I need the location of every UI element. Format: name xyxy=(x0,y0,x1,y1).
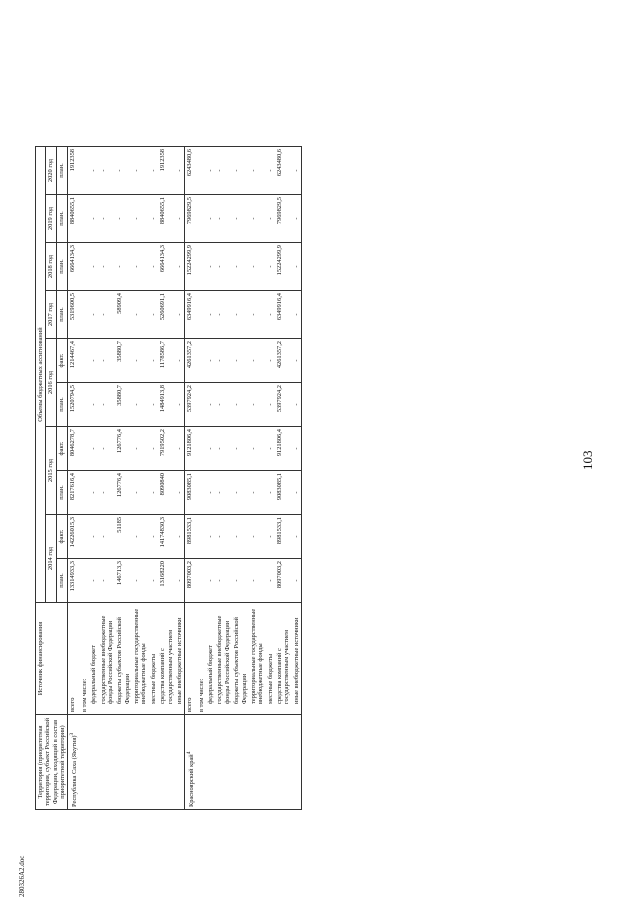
value-cell: - xyxy=(232,147,249,195)
value-cell: - xyxy=(175,195,185,243)
value-cell: 5397924,2 xyxy=(275,383,292,427)
value-cell: - xyxy=(249,339,266,383)
value-cell: - xyxy=(266,515,275,559)
value-cell: - xyxy=(292,291,302,339)
value-cell: - xyxy=(206,195,215,243)
value-cell: 9083085,1 xyxy=(185,471,197,515)
source-cell: бюджеты субъектов Российской Федерации xyxy=(115,603,132,715)
value-cell: 13168220 xyxy=(158,559,175,603)
value-cell: - xyxy=(206,339,215,383)
page-number: 103 xyxy=(580,450,595,470)
table-row xyxy=(206,147,215,810)
value-cell: 126776,4 xyxy=(115,471,132,515)
value-cell: - xyxy=(215,559,232,603)
value-cell: - xyxy=(89,243,98,291)
value-cell: - xyxy=(132,147,149,195)
territory-cell xyxy=(115,715,132,810)
value-cell: - xyxy=(215,147,232,195)
plan-header: план. xyxy=(56,471,68,515)
table-row xyxy=(215,147,232,810)
value-cell: - xyxy=(232,559,249,603)
volume-header: Объемы бюджетных ассигнований xyxy=(36,147,46,603)
value-cell: 8090840 xyxy=(158,471,175,515)
fact-header: факт. xyxy=(56,427,68,471)
value-cell: 9121806,4 xyxy=(275,427,292,471)
value-cell: - xyxy=(215,515,232,559)
value-cell: - xyxy=(149,471,158,515)
value-cell: - xyxy=(89,427,98,471)
value-cell: 1214467,4 xyxy=(68,339,80,383)
value-cell: 58909,4 xyxy=(115,291,132,339)
value-cell: - xyxy=(266,559,275,603)
value-cell xyxy=(197,383,206,427)
value-cell: - xyxy=(249,427,266,471)
value-cell: - xyxy=(132,339,149,383)
value-cell: 7919502,2 xyxy=(158,427,175,471)
value-cell: 5319600,5 xyxy=(68,291,80,339)
fact-header: факт. xyxy=(56,339,68,383)
value-cell: - xyxy=(215,339,232,383)
territory-cell xyxy=(175,715,185,810)
value-cell: - xyxy=(249,195,266,243)
value-cell: - xyxy=(266,291,275,339)
value-cell: - xyxy=(149,243,158,291)
value-cell: - xyxy=(132,471,149,515)
territory-cell xyxy=(275,715,292,810)
value-cell: - xyxy=(215,471,232,515)
value-cell xyxy=(80,471,89,515)
source-cell: всего xyxy=(68,603,80,715)
value-cell: - xyxy=(132,291,149,339)
value-cell xyxy=(197,339,206,383)
value-cell: - xyxy=(99,515,116,559)
value-cell xyxy=(80,515,89,559)
value-cell: - xyxy=(99,427,116,471)
territory-cell xyxy=(215,715,232,810)
value-cell: - xyxy=(175,427,185,471)
territory-name xyxy=(68,715,80,810)
table-row xyxy=(68,147,80,810)
source-cell: в том числе: xyxy=(80,603,89,715)
value-cell: - xyxy=(266,471,275,515)
value-cell: - xyxy=(149,383,158,427)
value-cell: - xyxy=(149,291,158,339)
value-cell xyxy=(80,291,89,339)
value-cell: - xyxy=(266,339,275,383)
value-cell: - xyxy=(175,339,185,383)
year-header: 2015 год xyxy=(46,427,56,515)
value-cell: - xyxy=(292,559,302,603)
value-cell: - xyxy=(89,471,98,515)
value-cell: - xyxy=(115,147,132,195)
value-cell: 4261357,2 xyxy=(275,339,292,383)
value-cell: - xyxy=(89,515,98,559)
value-cell: - xyxy=(292,147,302,195)
source-cell: государственные внебюджетные фонды Российской Федерации xyxy=(99,603,116,715)
year-header: 2019 год xyxy=(46,195,56,243)
value-cell: - xyxy=(99,243,116,291)
value-cell xyxy=(197,147,206,195)
footnote-marker: 4 xyxy=(186,751,193,755)
value-cell: 6664134,3 xyxy=(68,243,80,291)
value-cell: 8046278,7 xyxy=(68,427,80,471)
value-cell xyxy=(197,427,206,471)
value-cell: 4261357,2 xyxy=(185,339,197,383)
table-row xyxy=(275,147,292,810)
value-cell: - xyxy=(99,195,116,243)
value-cell: - xyxy=(266,383,275,427)
value-cell: - xyxy=(175,291,185,339)
value-cell xyxy=(197,515,206,559)
value-cell: - xyxy=(89,559,98,603)
value-cell: - xyxy=(292,471,302,515)
value-cell: 1912358 xyxy=(68,147,80,195)
value-cell: - xyxy=(89,291,98,339)
value-cell: - xyxy=(215,243,232,291)
value-cell: 6349916,4 xyxy=(185,291,197,339)
value-cell: - xyxy=(206,427,215,471)
table-row xyxy=(292,147,302,810)
plan-header: план. xyxy=(56,147,68,195)
plan-header: план. xyxy=(56,195,68,243)
value-cell: 14226015,3 xyxy=(68,515,80,559)
value-cell: 1484913,8 xyxy=(158,383,175,427)
territory-cell xyxy=(132,715,149,810)
value-cell: 1520794,5 xyxy=(68,383,80,427)
value-cell: - xyxy=(232,427,249,471)
value-cell: 6243480,6 xyxy=(185,147,197,195)
value-cell: - xyxy=(89,383,98,427)
value-cell xyxy=(80,427,89,471)
value-cell: - xyxy=(292,195,302,243)
value-cell: - xyxy=(132,559,149,603)
value-cell: - xyxy=(206,147,215,195)
plan-header: план. xyxy=(56,383,68,427)
source-cell: местные бюджеты xyxy=(149,603,158,715)
value-cell: - xyxy=(99,383,116,427)
value-cell: 7969829,5 xyxy=(275,195,292,243)
territory-cell xyxy=(197,715,206,810)
value-cell: - xyxy=(206,515,215,559)
value-cell: 7969829,5 xyxy=(185,195,197,243)
value-cell: 5260691,1 xyxy=(158,291,175,339)
source-cell: территориальные государственные внебюджетные фонды xyxy=(249,603,266,715)
value-cell: - xyxy=(89,339,98,383)
source-cell: иные внебюджетные источники xyxy=(292,603,302,715)
value-cell: - xyxy=(232,515,249,559)
value-cell: - xyxy=(292,339,302,383)
table-row xyxy=(158,147,175,810)
value-cell: - xyxy=(175,515,185,559)
source-cell: средства компаний с государственным участием xyxy=(158,603,175,715)
year-header: 2020 год xyxy=(46,147,56,195)
value-cell: - xyxy=(232,471,249,515)
value-cell: 15224299,9 xyxy=(185,243,197,291)
value-cell: - xyxy=(266,195,275,243)
year-header: 2014 год xyxy=(46,515,56,603)
table-body xyxy=(68,147,302,810)
value-cell xyxy=(80,195,89,243)
value-cell xyxy=(197,243,206,291)
table-row xyxy=(132,147,149,810)
value-cell: 126776,4 xyxy=(115,427,132,471)
value-cell: - xyxy=(206,243,215,291)
value-cell: - xyxy=(249,383,266,427)
value-cell: 8097003,2 xyxy=(275,559,292,603)
territory-cell xyxy=(206,715,215,810)
value-cell: 8840655,1 xyxy=(158,195,175,243)
plan-header: план. xyxy=(56,243,68,291)
source-cell: иные внебюджетные источники xyxy=(175,603,185,715)
territory-cell xyxy=(99,715,116,810)
value-cell: 35880,7 xyxy=(115,339,132,383)
value-cell: - xyxy=(292,383,302,427)
value-cell: - xyxy=(99,147,116,195)
value-cell: - xyxy=(175,243,185,291)
footer-filename: 280326A2.doc xyxy=(18,855,26,897)
value-cell: 8840655,1 xyxy=(68,195,80,243)
territory-header: Территория (приоритетная территория, субъект Российской Федерации, входящий в состав приоритетной территории) xyxy=(36,715,68,810)
value-cell: - xyxy=(206,383,215,427)
value-cell: 5397924,2 xyxy=(185,383,197,427)
value-cell: - xyxy=(215,291,232,339)
table-row xyxy=(115,147,132,810)
value-cell: - xyxy=(266,243,275,291)
year-header: 2018 год xyxy=(46,243,56,291)
value-cell: - xyxy=(215,383,232,427)
value-cell xyxy=(197,471,206,515)
territory-cell xyxy=(158,715,175,810)
value-cell: - xyxy=(99,339,116,383)
footnote-marker: 3 xyxy=(69,732,76,736)
value-cell: - xyxy=(89,195,98,243)
value-cell: - xyxy=(232,383,249,427)
value-cell xyxy=(197,195,206,243)
value-cell xyxy=(80,147,89,195)
source-cell: бюджеты субъектов Российской Федерации xyxy=(232,603,249,715)
source-header: Источник финансирования xyxy=(36,603,68,715)
territory-cell xyxy=(266,715,275,810)
value-cell: 6664134,3 xyxy=(158,243,175,291)
value-cell: - xyxy=(232,195,249,243)
value-cell: 15224299,9 xyxy=(275,243,292,291)
value-cell: - xyxy=(215,195,232,243)
value-cell: - xyxy=(175,559,185,603)
value-cell: 8981533,1 xyxy=(185,515,197,559)
territory-cell xyxy=(80,715,89,810)
value-cell: - xyxy=(149,195,158,243)
value-cell: - xyxy=(115,195,132,243)
value-cell xyxy=(80,559,89,603)
value-cell xyxy=(197,291,206,339)
value-cell: - xyxy=(132,515,149,559)
value-cell: 1912358 xyxy=(158,147,175,195)
value-cell: - xyxy=(149,339,158,383)
value-cell xyxy=(80,339,89,383)
value-cell: 6243480,6 xyxy=(275,147,292,195)
value-cell: - xyxy=(206,291,215,339)
source-cell: территориальные государственные внебюджетные фонды xyxy=(132,603,149,715)
value-cell: - xyxy=(249,291,266,339)
value-cell: - xyxy=(99,471,116,515)
value-cell: 13314933,3 xyxy=(68,559,80,603)
value-cell: - xyxy=(249,471,266,515)
table-row xyxy=(175,147,185,810)
value-cell: - xyxy=(175,471,185,515)
territory-cell xyxy=(89,715,98,810)
source-cell: средства компаний с государственным участием xyxy=(275,603,292,715)
value-cell: - xyxy=(206,471,215,515)
value-cell: 6349916,4 xyxy=(275,291,292,339)
year-header: 2016 год xyxy=(46,339,56,427)
source-cell: местные бюджеты xyxy=(266,603,275,715)
budget-table xyxy=(35,146,302,810)
table-row xyxy=(99,147,116,810)
value-cell xyxy=(197,559,206,603)
value-cell: - xyxy=(249,559,266,603)
value-cell: 8981533,1 xyxy=(275,515,292,559)
territory-cell xyxy=(249,715,266,810)
value-cell: 9121806,4 xyxy=(185,427,197,471)
value-cell: 51185 xyxy=(115,515,132,559)
value-cell: - xyxy=(115,243,132,291)
value-cell: 1178586,7 xyxy=(158,339,175,383)
value-cell: - xyxy=(89,147,98,195)
territory-cell xyxy=(292,715,302,810)
value-cell: - xyxy=(132,427,149,471)
value-cell: - xyxy=(206,559,215,603)
value-cell: - xyxy=(149,427,158,471)
value-cell: - xyxy=(149,147,158,195)
value-cell: - xyxy=(266,147,275,195)
table-row xyxy=(197,147,206,810)
value-cell: - xyxy=(266,427,275,471)
table-row xyxy=(249,147,266,810)
table-row xyxy=(80,147,89,810)
value-cell: - xyxy=(132,243,149,291)
value-cell: - xyxy=(249,243,266,291)
source-cell: государственные внебюджетные фонды Российской Федерации xyxy=(215,603,232,715)
value-cell: - xyxy=(149,515,158,559)
value-cell: - xyxy=(149,559,158,603)
territory-label: Красноярский край xyxy=(188,754,196,807)
value-cell: - xyxy=(249,147,266,195)
fact-header: факт. xyxy=(56,515,68,559)
plan-header: план. xyxy=(56,559,68,603)
value-cell: - xyxy=(99,559,116,603)
value-cell: - xyxy=(175,147,185,195)
value-cell: 35880,7 xyxy=(115,383,132,427)
value-cell: - xyxy=(99,291,116,339)
table-row xyxy=(266,147,275,810)
year-header: 2017 год xyxy=(46,291,56,339)
source-cell: всего xyxy=(185,603,197,715)
source-cell: в том числе: xyxy=(197,603,206,715)
source-cell: федеральный бюджет xyxy=(89,603,98,715)
value-cell: - xyxy=(249,515,266,559)
value-cell: - xyxy=(232,339,249,383)
value-cell: - xyxy=(292,515,302,559)
plan-header: план. xyxy=(56,291,68,339)
value-cell: - xyxy=(175,383,185,427)
table-row xyxy=(185,147,197,810)
value-cell: - xyxy=(232,291,249,339)
source-cell: федеральный бюджет xyxy=(206,603,215,715)
value-cell xyxy=(80,383,89,427)
value-cell: 14174830,3 xyxy=(158,515,175,559)
table-row xyxy=(89,147,98,810)
value-cell: 146713,3 xyxy=(115,559,132,603)
value-cell: - xyxy=(292,427,302,471)
territory-cell xyxy=(149,715,158,810)
value-cell: 8217616,4 xyxy=(68,471,80,515)
value-cell: - xyxy=(132,195,149,243)
value-cell xyxy=(80,243,89,291)
table-row xyxy=(232,147,249,810)
value-cell: - xyxy=(292,243,302,291)
territory-label: Республика Саха (Якутия) xyxy=(71,735,79,807)
value-cell: - xyxy=(132,383,149,427)
value-cell: 9083085,1 xyxy=(275,471,292,515)
territory-name xyxy=(185,715,197,810)
value-cell: 8097003,2 xyxy=(185,559,197,603)
value-cell: - xyxy=(232,243,249,291)
territory-cell xyxy=(232,715,249,810)
value-cell: - xyxy=(215,427,232,471)
table-header xyxy=(36,147,68,810)
table-row xyxy=(149,147,158,810)
